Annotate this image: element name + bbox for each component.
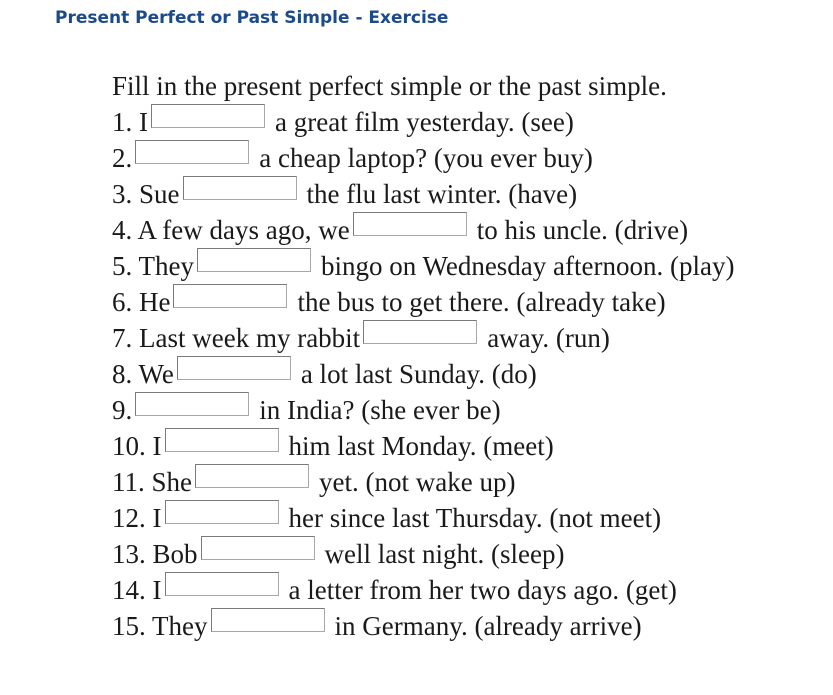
item-prompt-before: 2.: [112, 143, 133, 173]
exercise-item: [112, 248, 734, 284]
item-prompt-before: 15. They: [112, 611, 208, 641]
exercise-item: [112, 212, 734, 248]
answer-input-7[interactable]: [363, 320, 477, 344]
item-prompt-after: him last Monday. (meet): [288, 431, 554, 461]
item-prompt-after: in Germany. (already arrive): [334, 611, 642, 641]
item-prompt-before: 4. A few days ago, we: [112, 215, 350, 245]
answer-input-4[interactable]: [353, 212, 467, 236]
item-prompt-before: 5. They: [112, 251, 194, 281]
item-prompt-before: 6. He: [112, 287, 171, 317]
exercise-item: [112, 572, 734, 608]
item-prompt-before: 3. Sue: [112, 179, 180, 209]
exercise-item: [112, 356, 734, 392]
item-prompt-after: a letter from her two days ago. (get): [288, 575, 677, 605]
item-prompt-after: to his uncle. (drive): [476, 215, 689, 245]
item-prompt-after: away. (run): [487, 323, 610, 353]
exercise-item: [112, 320, 734, 356]
item-prompt-before: 8. We: [112, 359, 174, 389]
exercise-item: [112, 392, 734, 428]
exercise-item: [112, 176, 734, 212]
exercise-item: [112, 608, 734, 644]
item-prompt-after: yet. (not wake up): [319, 467, 516, 497]
answer-input-2[interactable]: [135, 140, 249, 164]
answer-input-10[interactable]: [165, 428, 279, 452]
exercise-content: [112, 68, 734, 644]
exercise-item: [112, 284, 734, 320]
answer-input-3[interactable]: [183, 176, 297, 200]
item-prompt-after: bingo on Wednesday afternoon. (play): [321, 251, 735, 281]
item-prompt-before: 14. I: [112, 575, 162, 605]
item-prompt-before: 11. She: [112, 467, 192, 497]
answer-input-6[interactable]: [173, 284, 287, 308]
item-prompt-after: well last night. (sleep): [324, 539, 565, 569]
answer-input-14[interactable]: [165, 572, 279, 596]
item-prompt-after: the flu last winter. (have): [306, 179, 578, 209]
item-prompt-after: a cheap laptop? (you ever buy): [259, 143, 593, 173]
exercise-item: [112, 104, 734, 140]
item-prompt-after: in India? (she ever be): [259, 395, 501, 425]
exercise-list: [112, 104, 734, 644]
answer-input-5[interactable]: [197, 248, 311, 272]
answer-input-13[interactable]: [201, 536, 315, 560]
item-prompt-after: a lot last Sunday. (do): [300, 359, 537, 389]
answer-input-9[interactable]: [135, 392, 249, 416]
exercise-item: [112, 464, 734, 500]
item-prompt-before: 9.: [112, 395, 133, 425]
item-prompt-after: a great film yesterday. (see): [275, 107, 574, 137]
instructions: Fill in the present perfect simple or the past simple.: [112, 71, 667, 101]
item-prompt-before: 10. I: [112, 431, 162, 461]
exercise-item: [112, 536, 734, 572]
answer-input-1[interactable]: [151, 104, 265, 128]
answer-input-11[interactable]: [195, 464, 309, 488]
item-prompt-before: 7. Last week my rabbit: [112, 323, 361, 353]
answer-input-8[interactable]: [177, 356, 291, 380]
answer-input-12[interactable]: [165, 500, 279, 524]
page-title: Present Perfect or Past Simple - Exercise: [55, 8, 449, 28]
item-prompt-after: the bus to get there. (already take): [297, 287, 666, 317]
exercise-item: [112, 500, 734, 536]
item-prompt-before: 13. Bob: [112, 539, 198, 569]
exercise-item: [112, 140, 734, 176]
answer-input-15[interactable]: [211, 608, 325, 632]
exercise-item: [112, 428, 734, 464]
item-prompt-before: 1. I: [112, 107, 148, 137]
item-prompt-after: her since last Thursday. (not meet): [288, 503, 662, 533]
item-prompt-before: 12. I: [112, 503, 162, 533]
